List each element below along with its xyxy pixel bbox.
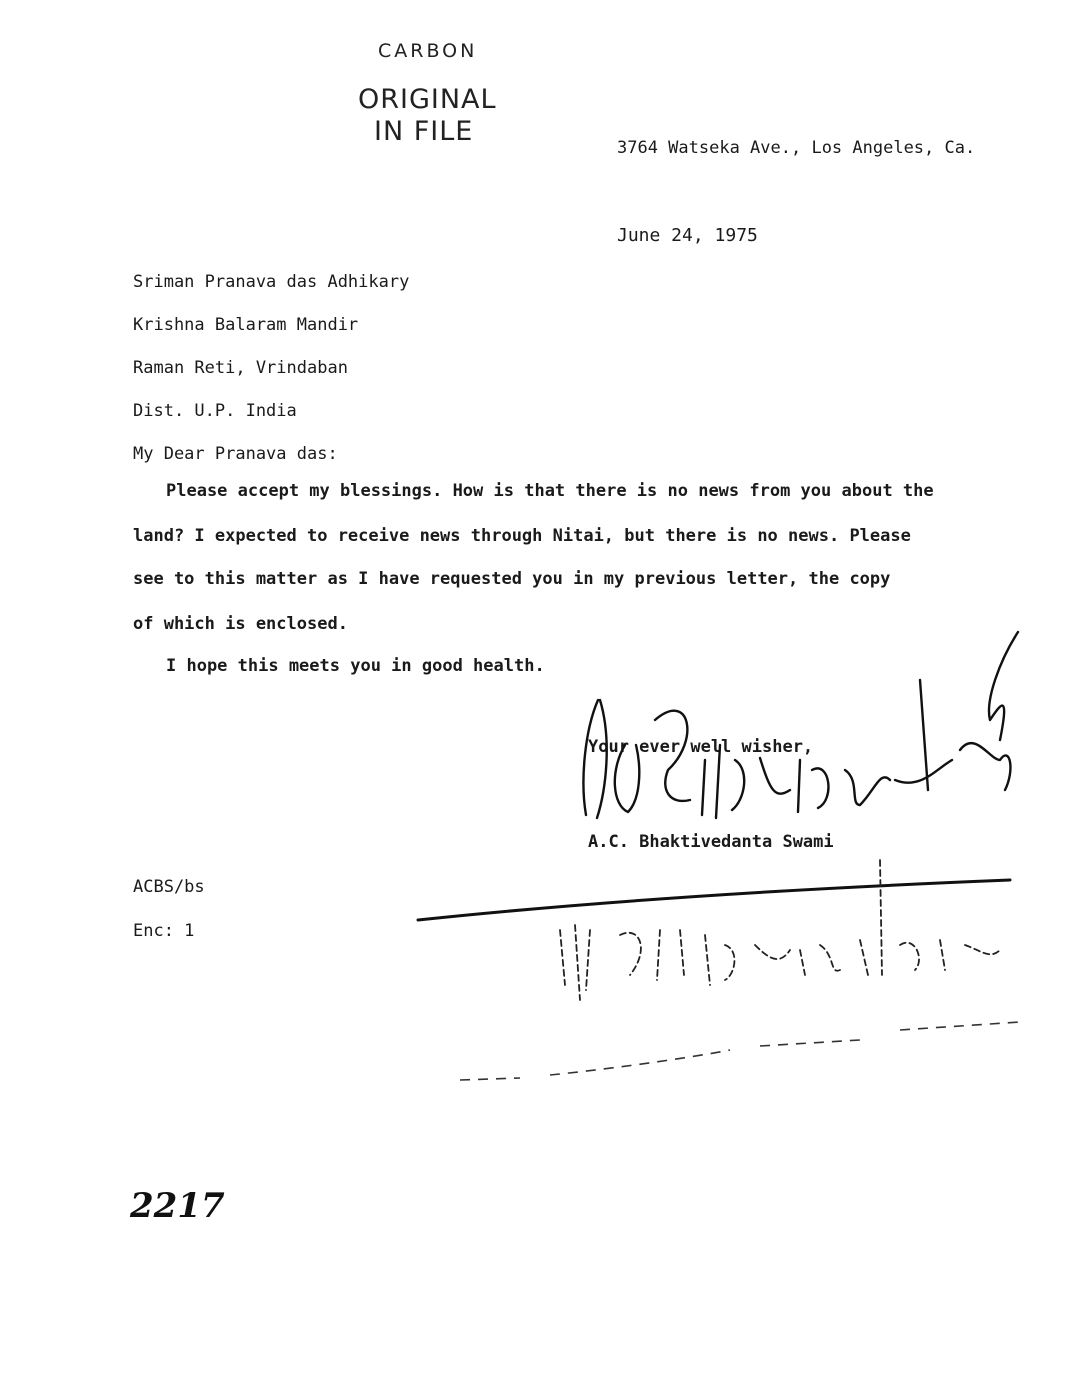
body-line: of which is enclosed. [133, 614, 348, 634]
enclosure-note: Enc: 1 [133, 921, 195, 941]
closing-line: Your ever well wisher, [588, 737, 814, 757]
body-line: I hope this meets you in good health. [166, 656, 545, 676]
signatory-name: A.C. Bhaktivedanta Swami [588, 832, 834, 852]
sender-address: 3764 Watseka Ave., Los Angeles, Ca. [617, 138, 976, 158]
recipient-line: Dist. U.P. India [133, 401, 297, 421]
body-line: land? I expected to receive news through Nitai, but there is no news. Please [133, 526, 911, 546]
reference-initials: ACBS/bs [133, 877, 205, 897]
body-line: see to this matter as I have requested you in my previous letter, the copy [133, 569, 891, 589]
in-file-stamp: IN FILE [374, 116, 474, 147]
recipient-line: Sriman Pranava das Adhikary [133, 272, 410, 292]
recipient-line: Raman Reti, Vrindaban [133, 358, 348, 378]
body-line: Please accept my blessings. How is that there is no news from you about the [166, 481, 934, 501]
original-stamp: ORIGINAL [358, 84, 497, 115]
carbon-stamp: CARBON [378, 40, 478, 62]
letter-date: June 24, 1975 [617, 225, 758, 246]
file-number: 2217 [130, 1186, 225, 1226]
salutation: My Dear Pranava das: [133, 444, 338, 464]
recipient-line: Krishna Balaram Mandir [133, 315, 359, 335]
